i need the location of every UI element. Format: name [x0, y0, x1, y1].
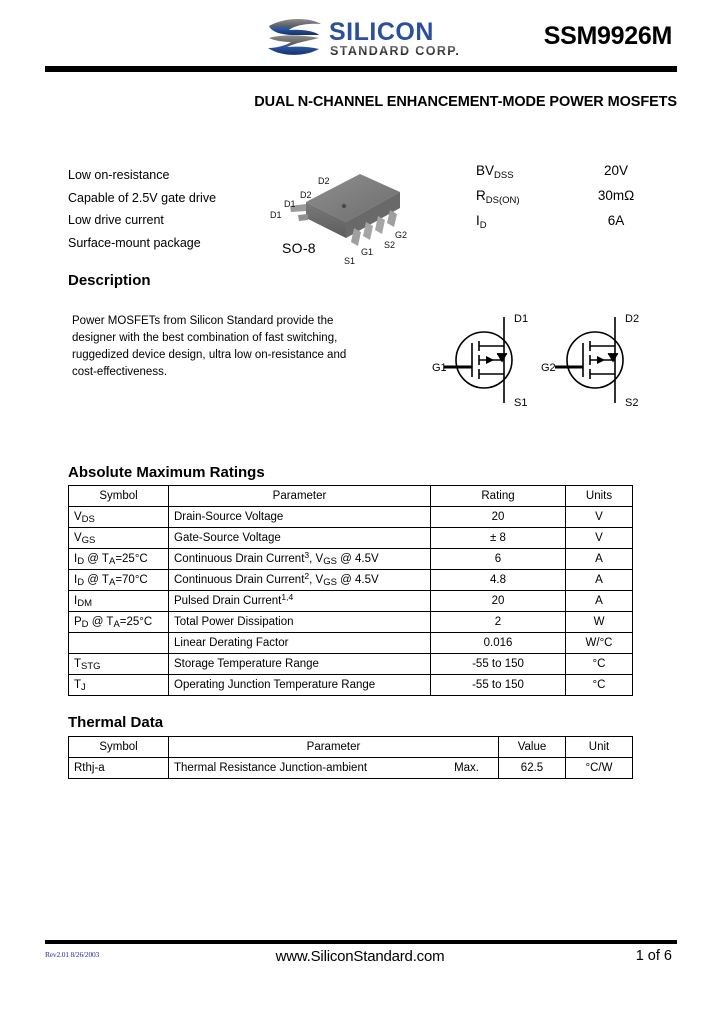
mosfet1-body-arrow [486, 356, 494, 364]
cell-parameter: Gate-Source Voltage [169, 528, 431, 549]
cell-parameter: Pulsed Drain Current$^{1,4}$ [169, 591, 431, 612]
header-rule [45, 66, 677, 72]
package-pin-label-s2: S2 [384, 240, 396, 250]
cell-rating: 6 [431, 549, 566, 570]
package-lead-left [298, 214, 308, 221]
cell-parameter: Storage Temperature Range [169, 654, 431, 675]
table-header-row [69, 486, 633, 507]
cell-units: A [566, 549, 633, 570]
website-url: www.SiliconStandard.com [275, 948, 445, 965]
cell-units: A [566, 591, 633, 612]
table-row [69, 549, 633, 570]
cell-parameter: Total Power Dissipation [169, 612, 431, 633]
cell-symbol: $I_D$ @ $T_A=25^\circ C$ [69, 549, 169, 570]
cell-unit: °C/W [566, 758, 633, 779]
logo-swoosh-lower [268, 35, 319, 55]
column-header-parameter: Parameter [169, 486, 431, 507]
spec-value-bvdss: 20V [603, 163, 629, 178]
package-pin-label-g1: G1 [361, 247, 374, 257]
schematic-diagram [432, 305, 664, 415]
cell-parameter-qualifier: Max. [454, 762, 479, 774]
table-row [69, 612, 633, 633]
description-body: Power MOSFETs from Silicon Standard provide the designer with the best combination of fast switching, ruggedized device design, ultra low on-resistance and cost-effectiveness. [72, 315, 347, 378]
logo-primary-text: SILICON [329, 18, 434, 46]
description-heading: Description [68, 272, 151, 289]
schematic-label-d1: D1 [514, 313, 529, 325]
schematic-label-s1: S1 [514, 397, 528, 409]
cell-units: °C [566, 654, 633, 675]
package-pin-label-d1: D1 [284, 199, 296, 209]
cell-parameter: Linear Derating Factor [169, 633, 431, 654]
column-header-rating: Rating [431, 486, 566, 507]
schematic-label-s2: S2 [625, 397, 639, 409]
column-header-units: Units [566, 486, 633, 507]
table-row [69, 675, 633, 696]
cell-rating: 0.016 [431, 633, 566, 654]
cell-units: W [566, 612, 633, 633]
page-number: 1 of 6 [635, 948, 672, 964]
column-header-parameter: Parameter [169, 737, 499, 758]
table-row [69, 528, 633, 549]
cell-symbol: $T_{STG}$ [69, 654, 169, 675]
package-pin-label-s1: S1 [344, 256, 356, 266]
mosfet2-body-arrow [597, 356, 605, 364]
column-header-symbol: Symbol [69, 737, 169, 758]
spec-label-bvdss: BVDSS [476, 163, 514, 181]
table-header-row [69, 737, 633, 758]
table-row [69, 654, 633, 675]
cell-value: 62.5 [499, 758, 566, 779]
spec-value-rdson: 30mΩ [597, 188, 635, 203]
package-pin-label-g2: G2 [395, 230, 408, 240]
cell-rating: 4.8 [431, 570, 566, 591]
pin1-marker [342, 204, 346, 208]
column-header-value: Value [499, 737, 566, 758]
thermal-data-heading: Thermal Data [68, 714, 164, 731]
page-header [0, 0, 720, 72]
package-name-label: SO-8 [282, 240, 316, 256]
schematic-label-d2: D2 [625, 313, 640, 325]
document-subtitle: DUAL N-CHANNEL ENHANCEMENT-MODE POWER MOSFETS [254, 94, 677, 110]
key-specs [476, 163, 661, 238]
cell-units: V [566, 507, 633, 528]
feature-item: Capable of 2.5V gate drive [68, 190, 217, 205]
mosfet-symbols-svg [432, 305, 664, 415]
spec-label-rdson: RDS(ON) [476, 188, 520, 206]
cell-symbol: $V_{DS}$ [69, 507, 169, 528]
feature-item: Low drive current [68, 213, 164, 227]
revision-text: Rev2.01 8/26/2003 [45, 950, 100, 959]
cell-rating: ± 8 [431, 528, 566, 549]
table-row [69, 591, 633, 612]
cell-parameter: Drain-Source Voltage [169, 507, 431, 528]
cell-parameter-text: Thermal Resistance Junction-ambient [174, 762, 368, 774]
cell-symbol: $I_{DM}$ [69, 591, 169, 612]
cell-parameter [169, 758, 499, 779]
part-number: SSM9926M [543, 22, 672, 50]
cell-symbol: $P_D$ @ $T_A=25^\circ C$ [69, 612, 169, 633]
absolute-maximum-ratings-table [68, 485, 633, 696]
absolute-maximum-ratings-heading: Absolute Maximum Ratings [68, 464, 265, 481]
column-header-unit: Unit [566, 737, 633, 758]
schematic-label-g2: G2 [541, 362, 556, 374]
cell-rating: -55 to 150 [431, 675, 566, 696]
cell-rating: 2 [431, 612, 566, 633]
company-logo [265, 14, 460, 62]
features-list [68, 164, 283, 254]
table-row [69, 570, 633, 591]
spec-row-id [476, 213, 661, 238]
table-row [69, 507, 633, 528]
feature-item: Low on-resistance [68, 168, 170, 182]
cell-units: W/°C [566, 633, 633, 654]
table-row [69, 633, 633, 654]
cell-units: °C [566, 675, 633, 696]
cell-symbol: $I_D$ @ $T_A=70^\circ C$ [69, 570, 169, 591]
cell-units: V [566, 528, 633, 549]
column-header-symbol: Symbol [69, 486, 169, 507]
footer-rule [45, 940, 677, 944]
package-pin-label-d2: D2 [318, 176, 330, 186]
cell-rating: -55 to 150 [431, 654, 566, 675]
cell-symbol: $T_J$ [69, 675, 169, 696]
spec-label-id: ID [476, 213, 487, 231]
cell-symbol: Rthj-a [69, 758, 169, 779]
cell-rating: 20 [431, 507, 566, 528]
cell-parameter: Continuous Drain Current$^3$, $V_{GS}$ @ 4.5V [169, 549, 431, 570]
schematic-label-g1: G1 [432, 362, 447, 374]
logo-secondary-text: STANDARD CORP. [330, 44, 460, 58]
spec-row-bvdss [476, 163, 661, 188]
feature-item: Surface-mount package [68, 235, 201, 250]
cell-symbol [69, 633, 169, 654]
logo-swoosh-upper [269, 19, 321, 35]
thermal-data-table [68, 736, 633, 779]
cell-symbol: $V_{GS}$ [69, 528, 169, 549]
logo-svg [265, 14, 460, 62]
cell-units: A [566, 570, 633, 591]
spec-value-id: 6A [607, 213, 625, 228]
cell-parameter: Continuous Drain Current$^2$, $V_{GS}$ @ 4.5V [169, 570, 431, 591]
package-pin-label-d1: D1 [270, 210, 282, 220]
package-pin-label-d2: D2 [300, 190, 312, 200]
table-row [69, 758, 633, 779]
cell-parameter: Operating Junction Temperature Range [169, 675, 431, 696]
spec-row-rdson [476, 188, 661, 213]
cell-rating: 20 [431, 591, 566, 612]
